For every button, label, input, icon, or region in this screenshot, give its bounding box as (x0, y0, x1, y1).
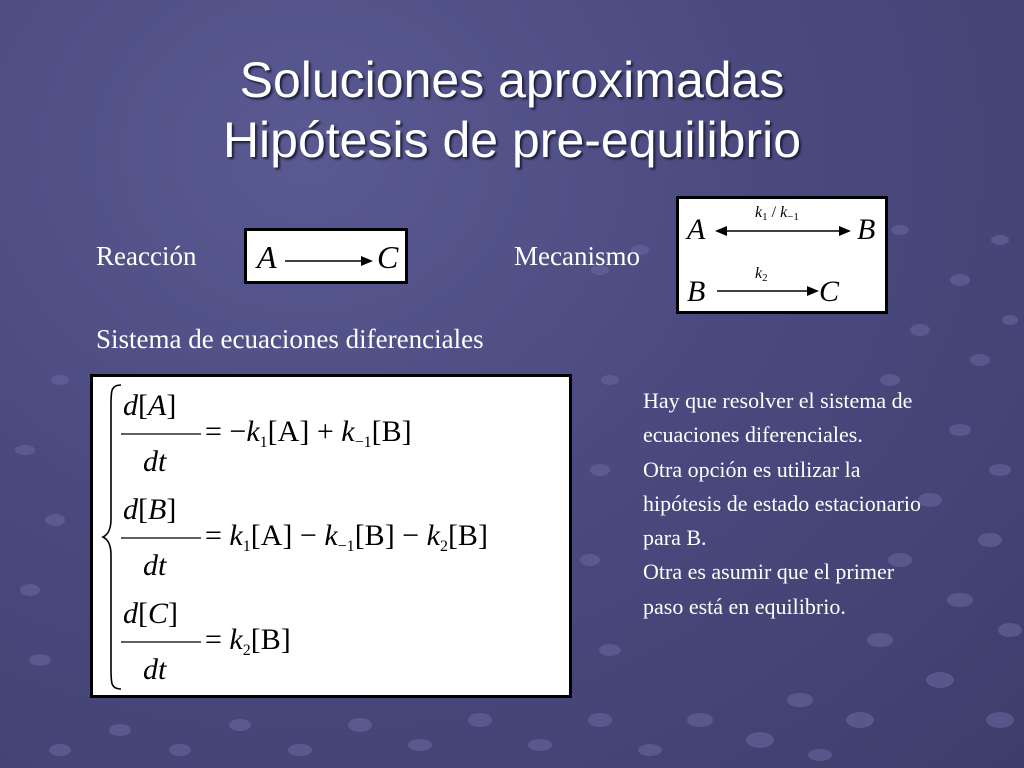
eq1-fraction-bar (121, 433, 203, 436)
eq3-fraction-bar (121, 641, 203, 644)
eq2-numerator: d[B] (123, 493, 177, 526)
step2-left: B (687, 275, 706, 308)
eq2-rhs: = $k_1[A] - k_{-1}[B] - k_2[B]$ (205, 519, 488, 555)
system-label: Sistema de ecuaciones diferenciales (96, 324, 484, 354)
step2-arrow-icon (715, 283, 821, 299)
mechanism-label: Mecanismo (514, 241, 640, 271)
note-paragraph-1: Hay que resolver el sistema de ecuaciones diferenciales. (643, 388, 913, 448)
mechanism-box (676, 196, 888, 314)
title-line-2: Hipótesis de pre-equilibrio (222, 112, 802, 168)
eq2-fraction-bar (121, 537, 203, 540)
eq3-denominator: dt (143, 653, 167, 686)
slide-title (0, 50, 1024, 170)
eq3-rhs: = $k_2[B]$ (205, 623, 291, 659)
eq1-numerator: d[A] (123, 389, 177, 422)
reaction-arrow-icon (283, 253, 375, 269)
note-paragraph-3: Otra es asumir que el primer paso está en equilibrio. (643, 559, 895, 619)
equilibrium-arrow-icon (713, 221, 853, 241)
eq2-denominator: dt (143, 549, 167, 582)
step2-right: C (819, 275, 840, 308)
reaction-product: C (377, 239, 399, 275)
explanation-note (643, 384, 923, 624)
reaction-reactant: A (257, 239, 277, 275)
step1-rate-label: k1 / k−1 (755, 204, 799, 223)
note-paragraph-2: Otra opción es utilizar la hipótesis de estado estacionario para B. (643, 456, 921, 551)
eq1-rhs: = $-k_1[A] + k_{-1}[B]$ (205, 415, 412, 451)
reaction-box (244, 228, 408, 284)
eq3-numerator: d[C] (123, 597, 179, 630)
reaction-label: Reacción (96, 241, 197, 271)
step1-right: B (857, 213, 876, 246)
title-line-1: Soluciones aproximadas (239, 52, 785, 108)
step2-rate-label: k2 (755, 265, 768, 284)
equations-box (90, 374, 572, 698)
step1-left: A (687, 213, 706, 246)
eq1-denominator: dt (143, 445, 167, 478)
